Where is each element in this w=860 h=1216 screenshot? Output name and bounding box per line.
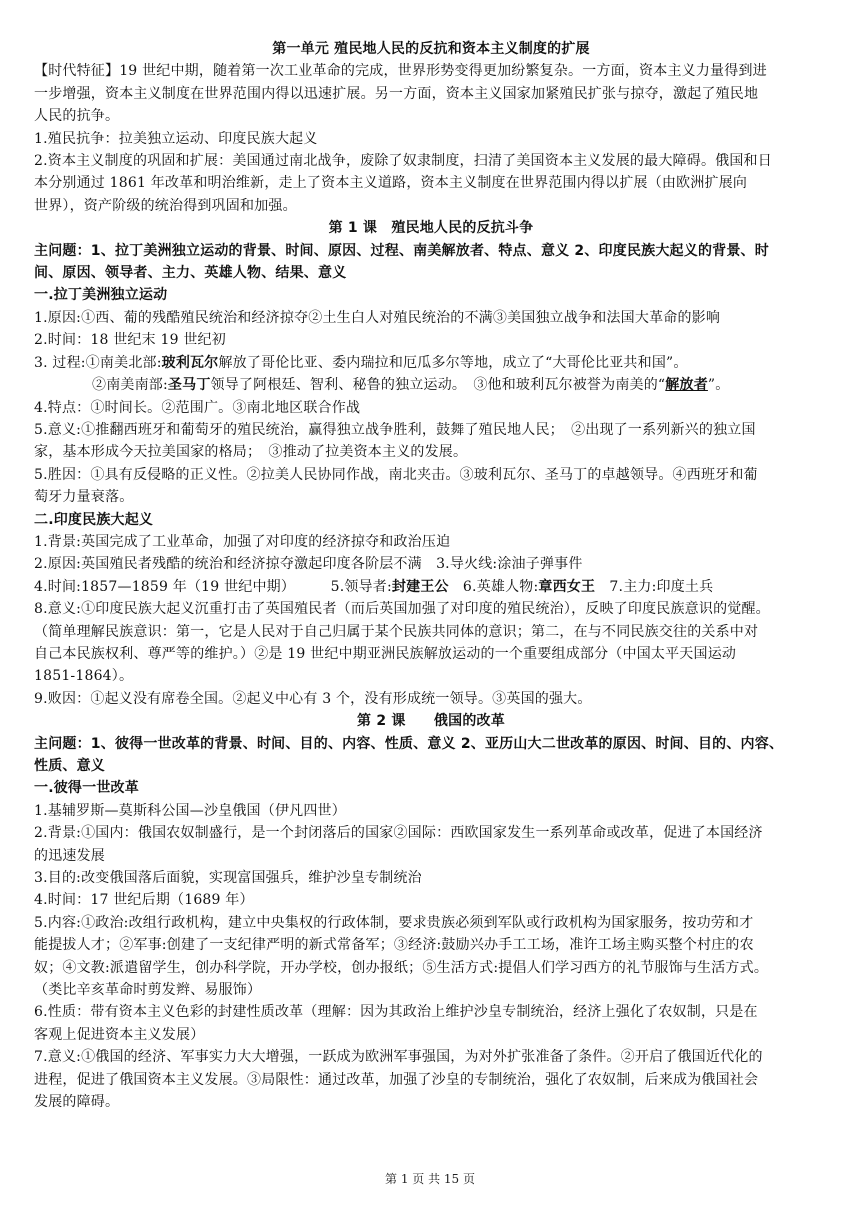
lesson2-main-question: 主问题：1、彼得一世改革的背景、时间、目的、内容、性质、意义 2、亚历山大二世改革的原因、时间、目的、内容、 <box>34 735 784 752</box>
intro-line: 2.资本主义制度的巩固和扩展：美国通过南北战争，废除了奴隶制度，扫清了美国资本主义发展的最大障碍。俄国和日 <box>34 153 772 170</box>
section-heading-latin-america: 一.拉丁美洲独立运动 <box>34 287 168 304</box>
list-item: 2.原因:英国殖民者残酷的统治和经济掠夺激起印度各阶层不满 3.导火线:涂油子弹事件 <box>34 556 583 573</box>
section-heading-peter: 一.彼得一世改革 <box>34 780 139 797</box>
list-item: 1.基辅罗斯—莫斯科公国—沙皇俄国（伊凡四世） <box>34 802 346 819</box>
text-segment: 6.英雄人物: <box>448 578 539 595</box>
list-item: 3.目的:改变俄国落后面貌，实现富国强兵，维护沙皇专制统治 <box>34 870 422 887</box>
list-item: （类比辛亥革命时剪发辫、易服饰） <box>34 982 262 999</box>
intro-line: 本分别通过 1861 年改革和明治维新，走上了资本主义道路，资本主义制度在世界范围内得以扩展（由欧洲扩展向 <box>34 175 748 192</box>
list-item <box>34 374 828 396</box>
text-segment: 7.主力:印度土兵 <box>595 578 714 595</box>
bold-name-bolivar: 玻利瓦尔 <box>161 354 219 371</box>
intro-line: 世界），资产阶级的统治得到巩固和加强。 <box>34 197 297 214</box>
list-item: 自己本民族权利、尊严等的维护。）②是 19 世纪中期亚洲民族解放运动的一个重要组成部分（中国太平天国运动 <box>34 645 737 662</box>
list-item: 1.原因:①西、葡的残酷殖民统治和经济掠夺②土生白人对殖民统治的不满③美国独立战争和法国大革命的影响 <box>34 309 721 326</box>
lesson2-title: 第 2 课 俄国的改革 <box>357 713 505 730</box>
section-heading-india: 二.印度民族大起义 <box>34 511 154 528</box>
text-segment: 领导了阿根廷、智利、秘鲁的独立运动。 ③他和玻利瓦尔被誉为南美的“ <box>210 377 666 394</box>
intro-line: 人民的抗争。 <box>34 108 120 125</box>
lesson1-main-question: 主问题：1、拉丁美洲独立运动的背景、时间、原因、过程、南美解放者、特点、意义 2、印度民族大起义的背景、时 <box>34 242 769 259</box>
list-item: 2.背景:①国内：俄国农奴制盛行，是一个封闭落后的国家②国际：西欧国家发生一系列革命或改革，促进了本国经济 <box>34 825 763 842</box>
text-segment: 3. 过程:①南美北部: <box>34 354 162 371</box>
list-item: 的迅速发展 <box>34 847 105 864</box>
text-segment: ”。 <box>707 377 730 394</box>
list-item: 1851-1864）。 <box>34 668 134 685</box>
list-item: 7.意义:①俄国的经济、军事实力大大增强，一跃成为欧洲军事强国，为对外扩张准备了条件。②开启了俄国近代化的 <box>34 1049 763 1066</box>
text-segment: 4.时间:1857—1859 年（19 世纪中期） 5.领导者: <box>34 578 392 595</box>
list-item <box>34 576 828 598</box>
bold-hero: 章西女王 <box>538 578 596 595</box>
list-item: 1.背景:英国完成了工业革命，加强了对印度的经济掠夺和政治压迫 <box>34 533 451 550</box>
list-item: 6.性质：带有资本主义色彩的封建性质改革（理解：因为其政治上维护沙皇专制统治，经济上强化了农奴制，只是在 <box>34 1004 758 1021</box>
list-item: 5.胜因：①具有反侵略的正义性。②拉美人民协同作战，南北夹击。③玻利瓦尔、圣马丁的卓越领导。④西班牙和葡 <box>34 466 758 483</box>
lesson1-title: 第 1 课 殖民地人民的反抗斗争 <box>328 220 534 237</box>
list-item: 能提拔人才；②军事:创建了一支纪律严明的新式常备军；③经济:鼓励兴办手工工场，准许工场主购买整个村庄的农 <box>34 937 754 954</box>
lesson1-main-question: 间、原因、领导者、主力、英雄人物、结果、意义 <box>34 265 347 282</box>
list-item: 发展的障碍。 <box>34 1094 120 1111</box>
bold-liberator: 解放者 <box>665 377 708 394</box>
list-item: 萄牙力量衰落。 <box>34 489 134 506</box>
list-item: 4.特点：①时间长。②范围广。③南北地区联合作战 <box>34 399 361 416</box>
list-item: 5.内容:①政治:改组行政机构，建立中央集权的行政体制，要求贵族必须到军队或行政机构为国家服务，按功劳和才 <box>34 914 754 931</box>
text-segment: ②南美南部: <box>92 377 168 394</box>
list-item: 家，基本形成今天拉美国家的格局； ③推动了拉美资本主义的发展。 <box>34 444 468 461</box>
page-footer: 第 1 页 共 15 页 <box>385 1172 475 1186</box>
intro-line: 一步增强，资本主义制度在世界范围内得以迅速扩展。另一方面，资本主义国家加紧殖民扩张与掠夺，激起了殖民地 <box>34 85 759 102</box>
list-item: （简单理解民族意识：第一，它是人民对于自己归属于某个民族共同体的意识；第二，在与不同民族交往的关系中对 <box>34 623 759 640</box>
list-item: 2.时间：18 世纪末 19 世纪初 <box>34 332 226 349</box>
lesson2-main-question: 性质、意义 <box>34 758 105 774</box>
list-item: 5.意义:①推翻西班牙和葡萄牙的殖民统治，赢得独立战争胜利，鼓舞了殖民地人民； ②出现了一系列新兴的独立国 <box>34 421 756 438</box>
list-item: 进程，促进了俄国资本主义发展。③局限性：通过改革，加强了沙皇的专制统治，强化了农奴制，后来成为俄国社会 <box>34 1071 759 1088</box>
list-item: 9.败因：①起义没有席卷全国。②起义中心有 3 个，没有形成统一领导。③英国的强大。 <box>34 690 592 707</box>
list-item: 客观上促进资本主义发展） <box>34 1026 205 1043</box>
text-segment: 解放了哥伦比亚、委内瑞拉和厄瓜多尔等地，成立了“大哥伦比亚共和国”。 <box>218 354 688 371</box>
bold-leader: 封建王公 <box>391 578 449 595</box>
unit-title: 第一单元 殖民地人民的反抗和资本主义制度的扩展 <box>272 41 590 57</box>
intro-line: 1.殖民抗争：拉美独立运动、印度民族大起义 <box>34 130 318 147</box>
list-item: 4.时间：17 世纪后期（1689 年） <box>34 892 254 909</box>
list-item: 奴；④文教:派遣留学生，创办科学院，开办学校，创办报纸；⑤生活方式:提倡人们学习西方的礼节服饰与生活方式。 <box>34 959 769 976</box>
list-item <box>34 352 828 374</box>
list-item: 8.意义:①印度民族大起义沉重打击了英国殖民者（而后英国加强了对印度的殖民统治），反映了印度民族意识的觉醒。 <box>34 601 770 618</box>
bold-name-san-martin: 圣马丁 <box>167 377 211 394</box>
intro-line: 【时代特征】19 世纪中期，随着第一次工业革命的完成，世界形势变得更加纷繁复杂。一方面，资本主义力量得到进 <box>34 63 767 80</box>
